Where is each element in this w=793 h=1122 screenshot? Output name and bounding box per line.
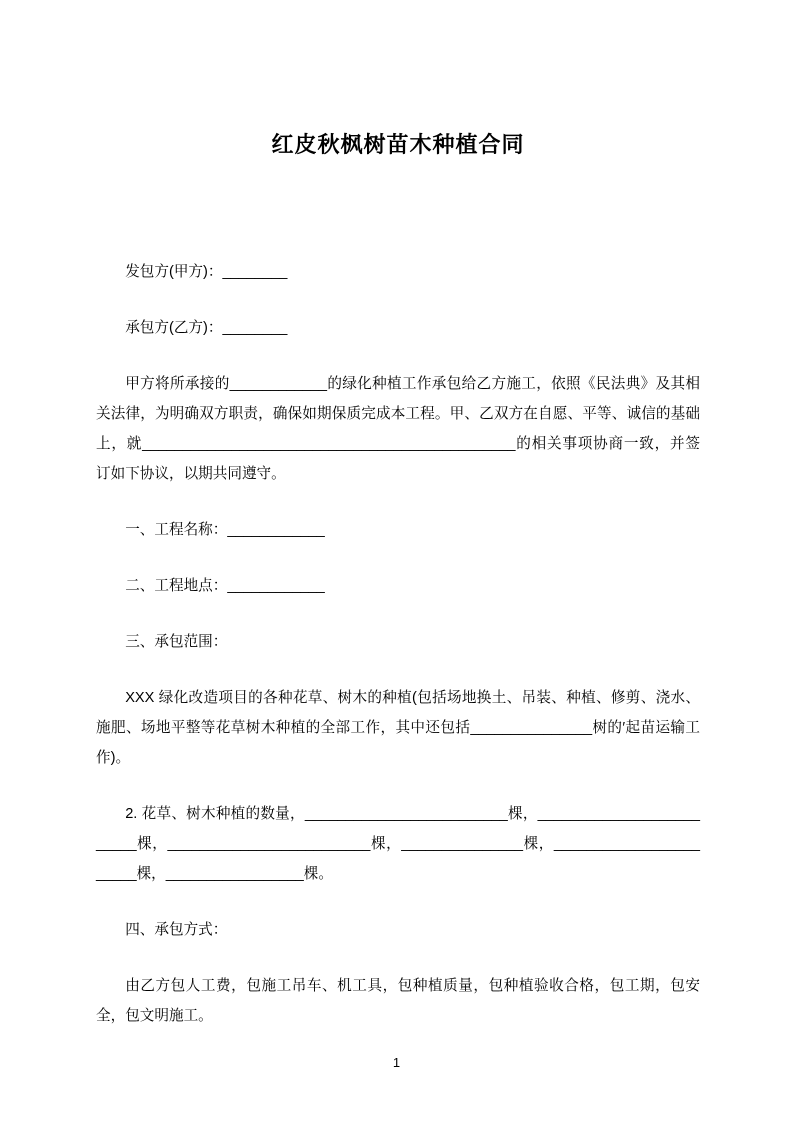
paragraph-party-a: 发包方(甲方)：________	[125, 263, 288, 280]
page-number: 1	[392, 1055, 401, 1070]
document-body	[96, 257, 700, 1031]
document-content	[96, 0, 700, 1057]
paragraph-contract-mode-detail: 由乙方包人工费，包施工吊车、机工具，包种植质量，包种植验收合格，包工期，包安全，包文明施工。	[96, 977, 700, 1024]
page-title: 红皮秋枫树苗木种植合同	[271, 132, 525, 157]
paragraph-project-location: 二、工程地点：____________	[125, 577, 325, 594]
paragraph-preamble: 甲方将所承接的____________的绿化种植工作承包给乙方施工，依照《民法典》及其相关法律，为明确双方职责，确保如期保质完成本工程。甲、乙双方在自愿、平等、诚信的基础上，就______________________________________________的相关事项协商一致，并签订如下协议，以期共同遵守。	[96, 375, 700, 482]
paragraph-project-name: 一、工程名称：____________	[125, 521, 325, 538]
paragraph-quantities: 2. 花草、树木种植的数量，_________________________棵，_________________________棵，_________________________棵，_______________棵，_______________________棵，_________________棵。	[96, 805, 700, 882]
paragraph-scope-heading: 三、承包范围：	[125, 633, 228, 650]
paragraph-contract-mode-heading: 四、承包方式：	[125, 921, 228, 938]
paragraph-party-b: 承包方(乙方)：________	[125, 319, 288, 336]
paragraph-scope-detail: XXX 绿化改造项目的各种花草、树木的种植(包括场地换土、吊装、种植、修剪、浇水、施肥、场地平整等花草树木种植的全部工作，其中还包括_______________树的′起苗运输工作)。	[96, 689, 700, 766]
